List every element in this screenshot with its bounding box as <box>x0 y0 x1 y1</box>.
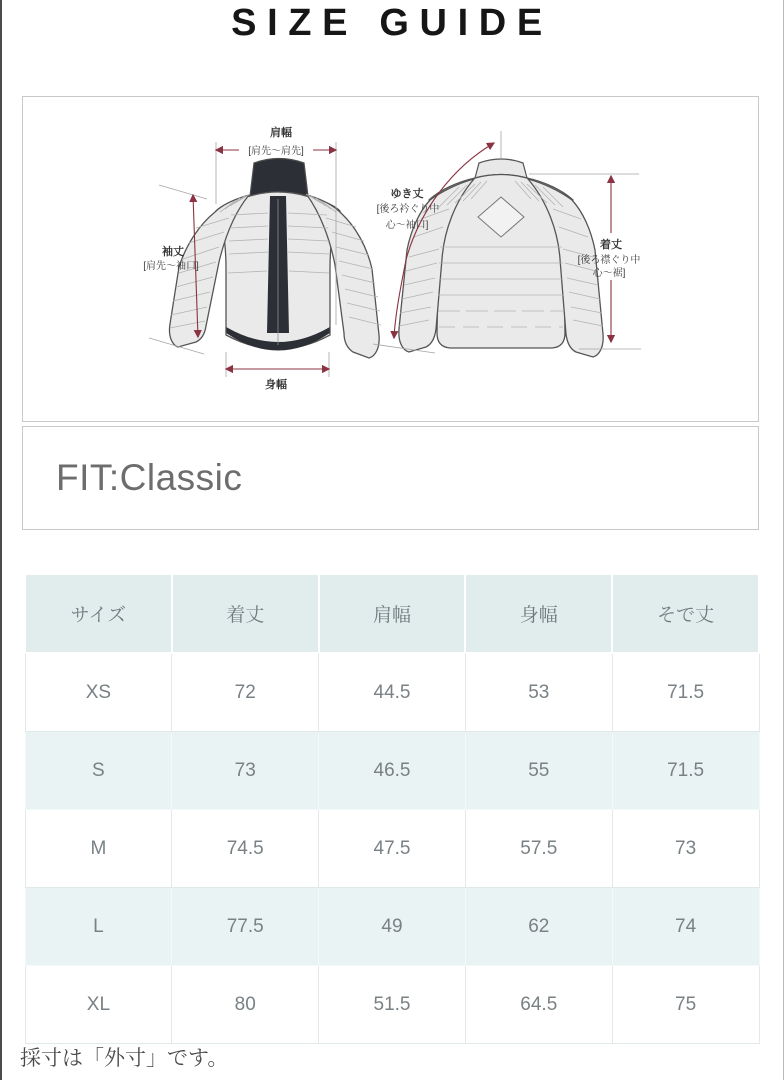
size-table <box>24 573 760 1044</box>
table-header-row <box>25 574 759 653</box>
table-cell: XS <box>25 653 172 732</box>
sleeve-length-label: 袖丈 <box>162 246 184 258</box>
table-row <box>25 810 759 888</box>
table-cell: 74 <box>612 888 759 966</box>
size-diagram-panel <box>22 96 759 422</box>
yuki-length-range-2: 心〜袖口] <box>385 220 429 231</box>
measurement-note: 採寸は「外寸」です。 <box>20 1047 229 1070</box>
front-jacket-illustration <box>143 125 381 391</box>
fit-panel <box>22 426 759 530</box>
measurement-diagram <box>23 97 758 421</box>
table-cell: S <box>25 732 172 810</box>
table-cell: 44.5 <box>319 653 466 732</box>
table-cell: 73 <box>172 732 319 810</box>
table-cell: 46.5 <box>319 732 466 810</box>
table-cell: M <box>25 810 172 888</box>
sleeve-length-range: [肩先〜袖口] <box>143 261 199 272</box>
back-length-label: 着丈 <box>600 239 622 251</box>
body-width-label: 身幅 <box>265 379 287 391</box>
table-cell: L <box>25 888 172 966</box>
table-header-cell: 肩幅 <box>319 574 466 653</box>
table-row <box>25 732 759 810</box>
table-cell: 62 <box>465 888 612 966</box>
table-cell: 57.5 <box>465 810 612 888</box>
fit-label: FIT:Classic <box>56 457 243 498</box>
back-jacket-illustration <box>373 131 641 357</box>
table-cell: 71.5 <box>612 732 759 810</box>
yuki-length-range-1: [後ろ衿ぐり中 <box>376 204 440 215</box>
table-cell: 74.5 <box>172 810 319 888</box>
table-header-cell: 身幅 <box>465 574 612 653</box>
screenshot-left-border <box>0 0 2 1080</box>
table-cell: 75 <box>612 966 759 1044</box>
table-row <box>25 966 759 1044</box>
table-cell: 64.5 <box>465 966 612 1044</box>
size-table-body <box>25 653 759 1044</box>
yuki-length-label: ゆき丈 <box>390 188 424 200</box>
table-cell: 55 <box>465 732 612 810</box>
page-title: SIZE GUIDE <box>231 2 553 44</box>
table-header-cell: そで丈 <box>612 574 759 653</box>
table-cell: XL <box>25 966 172 1044</box>
shoulder-width-range: [肩先〜肩先] <box>248 146 304 157</box>
table-cell: 80 <box>172 966 319 1044</box>
table-cell: 72 <box>172 653 319 732</box>
back-length-range-1: [後ろ襟ぐり中 <box>577 255 641 266</box>
table-cell: 53 <box>465 653 612 732</box>
table-cell: 49 <box>319 888 466 966</box>
table-cell: 47.5 <box>319 810 466 888</box>
table-header-cell: 着丈 <box>172 574 319 653</box>
table-row <box>25 888 759 966</box>
table-header-cell: サイズ <box>25 574 172 653</box>
table-row <box>25 653 759 732</box>
size-table-header <box>25 574 759 653</box>
table-cell: 73 <box>612 810 759 888</box>
table-cell: 51.5 <box>319 966 466 1044</box>
back-length-range-2: 心〜裾] <box>592 268 626 279</box>
shoulder-width-label: 肩幅 <box>270 127 292 139</box>
table-cell: 71.5 <box>612 653 759 732</box>
table-cell: 77.5 <box>172 888 319 966</box>
